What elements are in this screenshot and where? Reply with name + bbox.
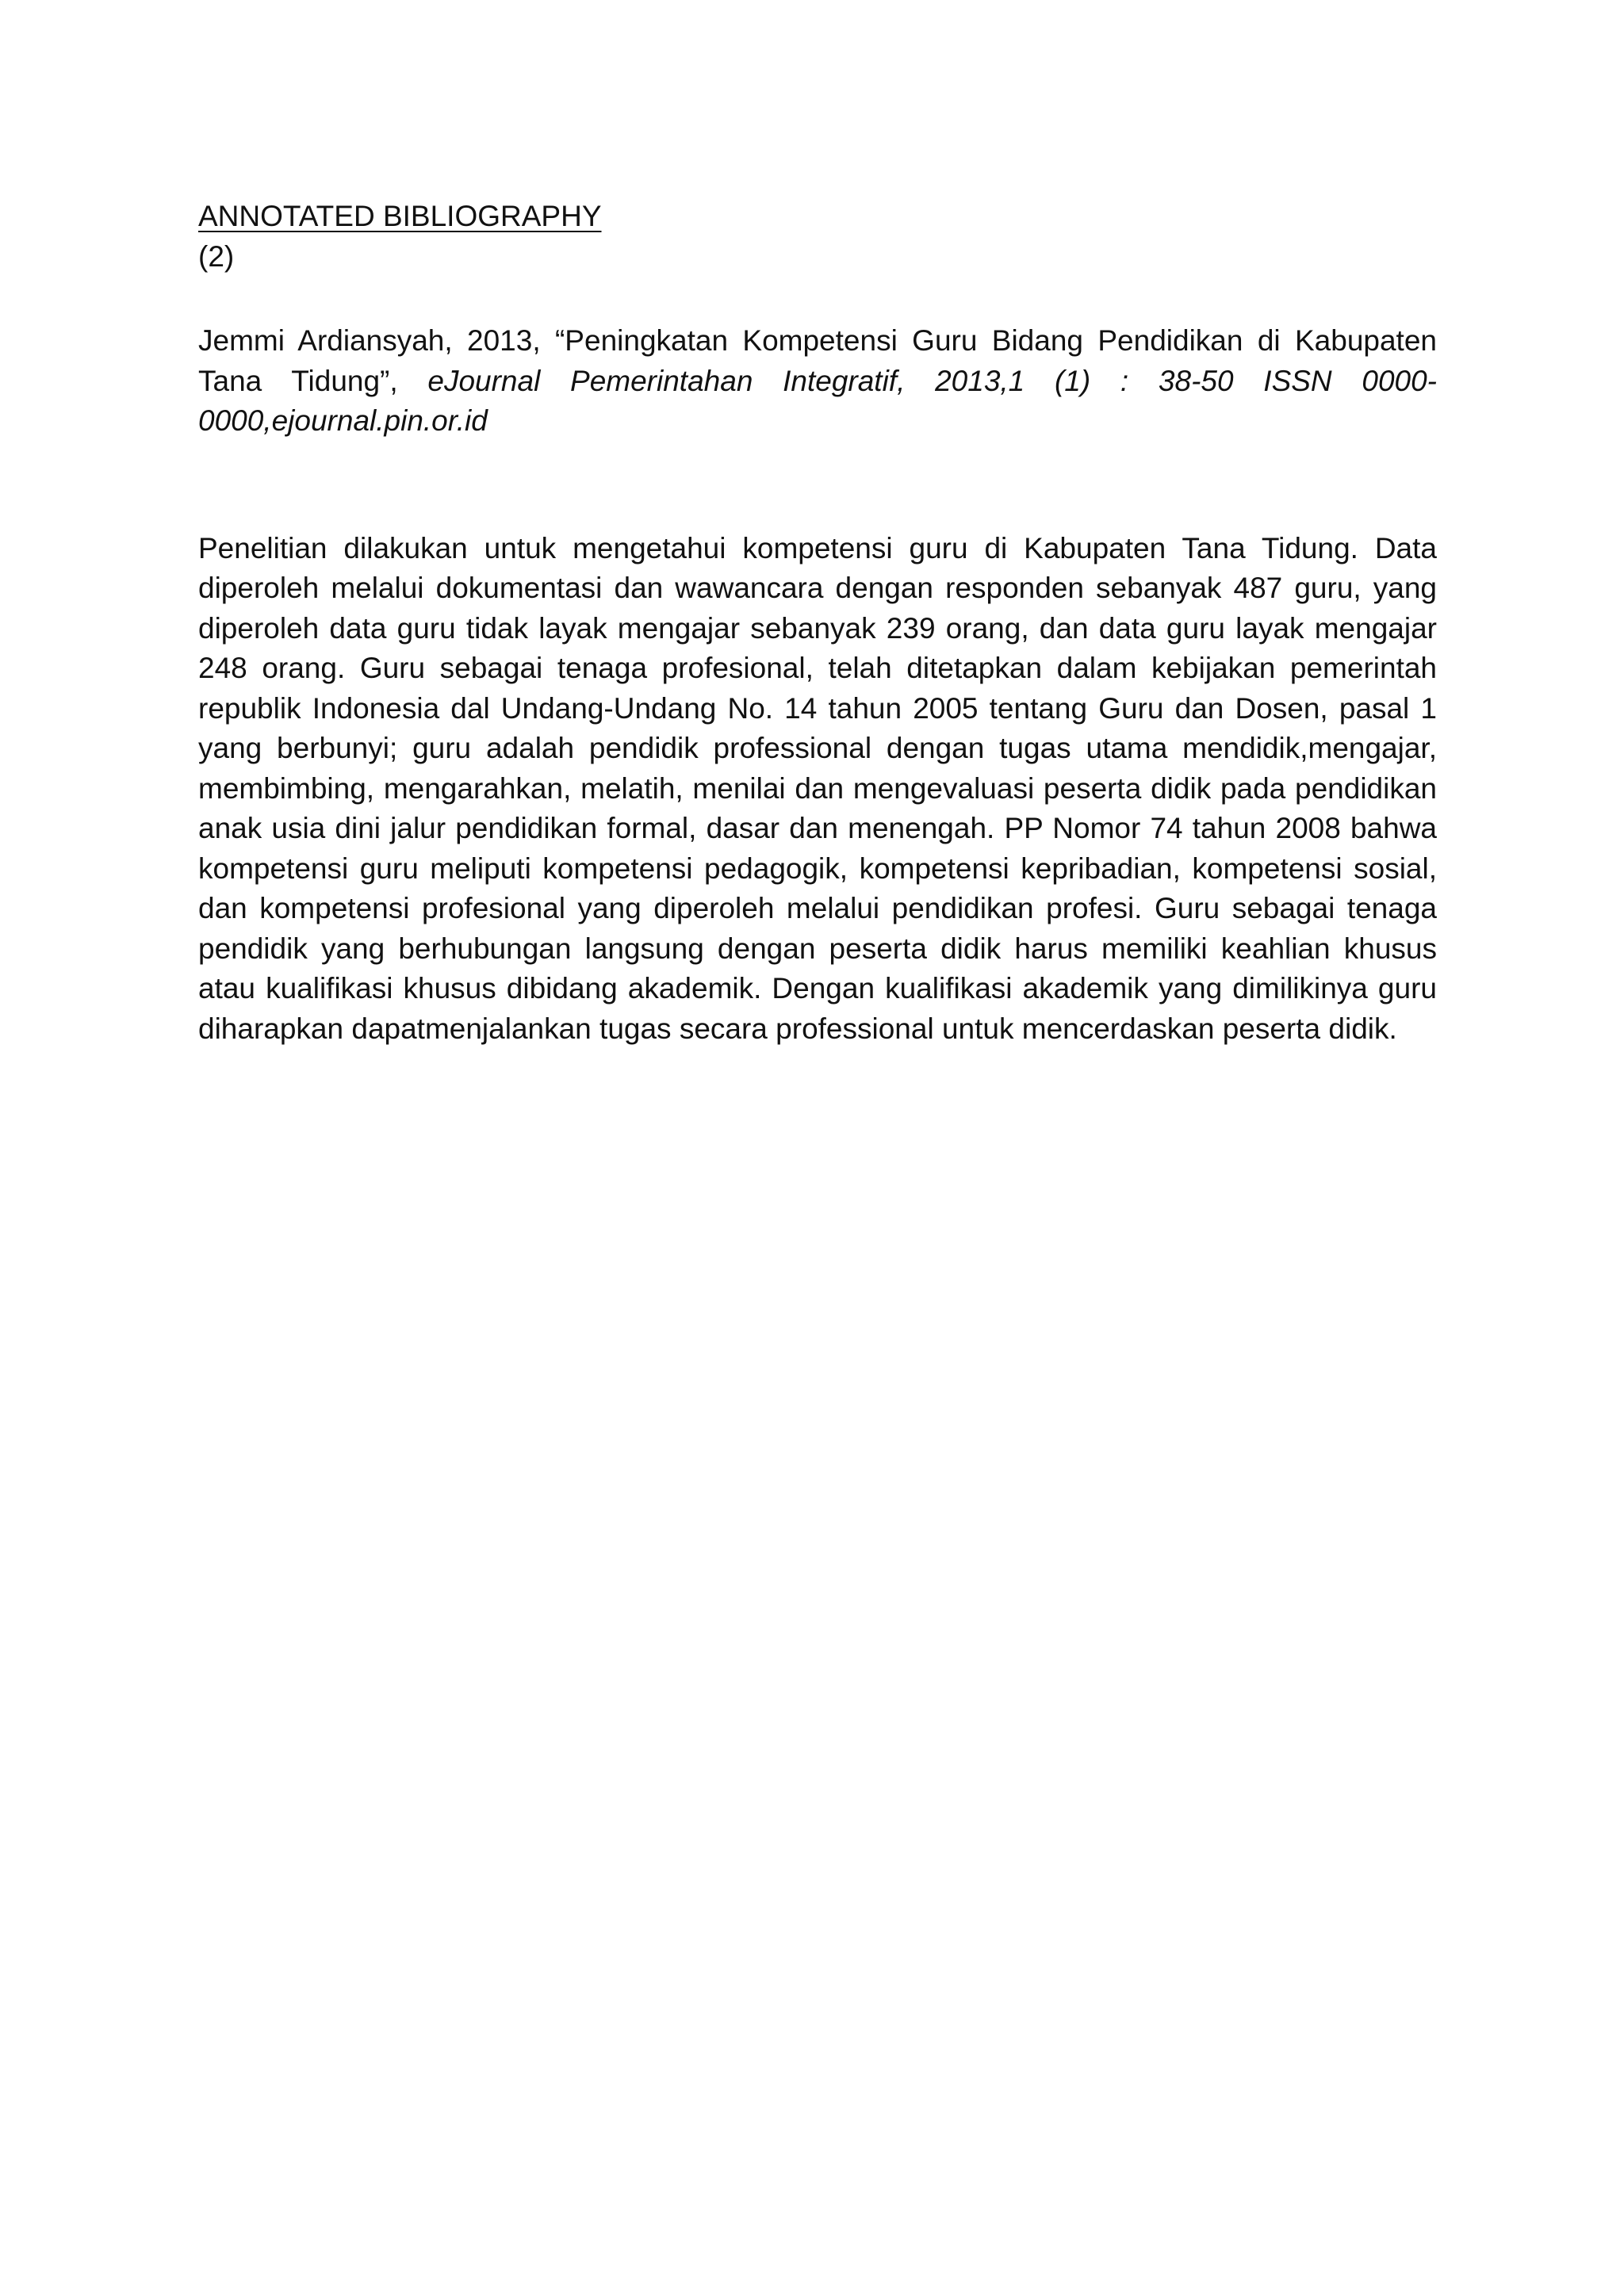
citation-journal-info: eJournal Pemerintahan Integratif, 2013,1 (1) : 38-50 ISSN 0000-0000,ejournal.pin.or.id xyxy=(198,364,1437,437)
document-heading: ANNOTATED BIBLIOGRAPHY xyxy=(198,200,602,232)
entry-number: (2) xyxy=(198,239,235,273)
document-content xyxy=(198,197,1437,1049)
annotation-paragraph: Penelitian dilakukan untuk mengetahui kompetensi guru di Kabupaten Tana Tidung. Data diperoleh melalui dokumentasi dan wawancara dengan responden sebanyak 487 guru, yang diperoleh data guru tidak layak mengajar sebanyak 239 orang, dan data guru layak mengajar 248 orang. Guru sebagai tenaga profesional, telah ditetapkan dalam kebijakan pemerintah republik Indonesia dal Undang-Undang No. 14 tahun 2005 tentang Guru dan Dosen, pasal 1 yang berbunyi; guru adalah pendidik professional dengan tugas utama mendidik,mengajar, membimbing, mengarahkan, melatih, menilai dan mengevaluasi peserta didik pada pendidikan anak usia dini jalur pendidikan formal, dasar dan menengah. PP Nomor 74 tahun 2008 bahwa kompetensi guru meliputi kompetensi pedagogik, kompetensi kepribadian, kompetensi sosial, dan kompetensi profesional yang diperoleh melalui pendidikan profesi. Guru sebagai tenaga pendidik yang berhubungan langsung dengan peserta didik harus memiliki keahlian khusus atau kualifikasi khusus dibidang akademik. Dengan kualifikasi akademik yang dimilikinya guru diharapkan dapatmenjalankan tugas secara professional untuk mencerdaskan peserta didik. xyxy=(198,531,1437,1045)
citation-authors-title: Jemmi Ardiansyah, 2013, “Peningkatan Kompetensi Guru Bidang Pendidikan di Kabupaten Tana Tidung”, xyxy=(198,324,1437,397)
citation xyxy=(198,321,1437,442)
